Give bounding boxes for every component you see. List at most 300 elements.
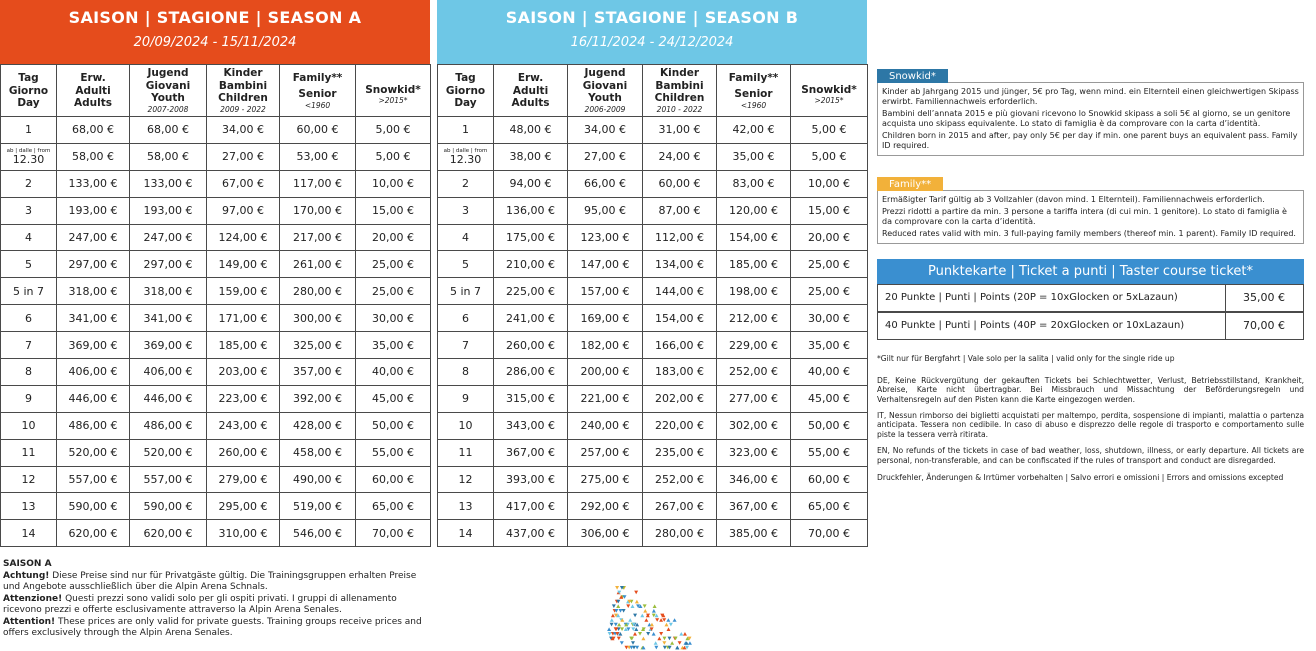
- terms-en: EN, No refunds of the tickets in case of bad weather, loss, shutdown, illness, or early departure. All tickets are personal, non-transferable, and can be confiscated if the rules of transport and conduct are disregarded.: [877, 445, 1304, 465]
- col-header-children: [207, 65, 280, 117]
- snowkid-info-de: Kinder ab Jahrgang 2015 und jünger, 5€ pro Tag, wenn mind. ein Elternteil einen gleichwertigen Skipass erwirbt. Familiennachweis erforderlich.: [882, 87, 1299, 106]
- season-a-note: [3, 559, 423, 640]
- cell-senior: 385,00 €: [717, 520, 791, 547]
- table-header-row: [438, 65, 868, 117]
- cell-children: 159,00 €: [207, 278, 280, 305]
- cell-day: 7: [1, 332, 57, 359]
- snowkid-info-it: Bambini dell’annata 2015 e più giovani ricevono lo Snowkid skipass a soli 5€ al giorno, se un genitore acquista uno skipass equivalente. Lo stato di famiglia è da comprovare con la carta d’identità.: [882, 109, 1291, 128]
- cell-youth: 406,00 €: [130, 359, 207, 386]
- cell-snowkid: 70,00 €: [356, 520, 431, 547]
- cell-adults: 393,00 €: [494, 466, 568, 493]
- note-en-text: These prices are only valid for private guests. Training groups receive prices and offers exclusively through the Alpin Arena Senales.: [3, 616, 422, 638]
- cell-day: 8: [1, 359, 57, 386]
- col-header-years: >2015*: [814, 96, 844, 106]
- table-row: [438, 493, 868, 520]
- cell-snowkid: 10,00 €: [356, 170, 431, 197]
- season-a-dates: 20/09/2024 - 15/11/2024: [133, 35, 297, 50]
- table-row: [1, 224, 431, 251]
- cell-day: 10: [1, 412, 57, 439]
- family-info-de: Ermäßigter Tarif gültig ab 3 Vollzahler (davon mind. 1 Elternteil). Familiennachweis erforderlich.: [882, 194, 1265, 204]
- cell-day: 11: [438, 439, 494, 466]
- cell-snowkid: 65,00 €: [791, 493, 868, 520]
- cell-youth: 221,00 €: [568, 385, 643, 412]
- note-it-text: Questi prezzi sono validi solo per gli ospiti privati. I gruppi di allenamento ricevono prezzi e offerte esclusivamente attraverso la Alpin Arena Senales.: [3, 593, 397, 615]
- cell-senior: 154,00 €: [717, 224, 791, 251]
- single-ride-note: *Gilt nur für Bergfahrt | Vale solo per la salita | valid only for the single ride up: [877, 353, 1175, 363]
- cell-adults: 590,00 €: [57, 493, 130, 520]
- table-row: [1, 117, 431, 144]
- cell-adults: 437,00 €: [494, 520, 568, 547]
- table-row: [438, 359, 868, 386]
- table-row: [438, 520, 868, 547]
- cell-senior: 252,00 €: [717, 359, 791, 386]
- table-row: [438, 143, 868, 170]
- cell-youth: 58,00 €: [130, 143, 207, 170]
- cell-snowkid: 55,00 €: [356, 439, 431, 466]
- table-row: [438, 466, 868, 493]
- cell-snowkid: 70,00 €: [791, 520, 868, 547]
- col-header-line: Bambini: [655, 79, 704, 92]
- cell-children: 235,00 €: [643, 439, 717, 466]
- cell-adults: 297,00 €: [57, 251, 130, 278]
- col-header-years: 2010 - 2022: [656, 104, 703, 114]
- cell-adults: 94,00 €: [494, 170, 568, 197]
- col-header-line: Adulti: [512, 84, 549, 97]
- cell-senior: 120,00 €: [717, 197, 791, 224]
- cell-day: 9: [1, 385, 57, 412]
- cell-children: 280,00 €: [643, 520, 717, 547]
- table-row: [438, 305, 868, 332]
- col-header-years: <1960: [304, 100, 331, 110]
- season-a-title: SAISON | STAGIONE | SEASON A: [68, 8, 362, 27]
- col-header-adults: [57, 65, 130, 117]
- points-ticket-title: Punktekarte | Ticket a punti | Taster course ticket*: [877, 259, 1304, 285]
- cell-adults: 367,00 €: [494, 439, 568, 466]
- errors-note: Druckfehler, Änderungen & Irrtümer vorbehalten | Salvo errori e omissioni | Errors and omissions excepted: [877, 473, 1284, 483]
- cell-snowkid: 25,00 €: [356, 278, 431, 305]
- cell-senior: 170,00 €: [280, 197, 356, 224]
- terms-notes: [877, 354, 1304, 483]
- cell-adults: 133,00 €: [57, 170, 130, 197]
- col-header-line: Jugend: [584, 67, 626, 80]
- col-header-youth: [568, 65, 643, 117]
- col-header-line: Kinder: [223, 67, 263, 80]
- col-header-years: <1960: [740, 100, 767, 110]
- col-header-line: Children: [654, 92, 705, 105]
- season-a-price-table: [0, 64, 431, 547]
- table-row: [1, 439, 431, 466]
- cell-children: 220,00 €: [643, 412, 717, 439]
- cell-youth: 620,00 €: [130, 520, 207, 547]
- cell-day: 7: [438, 332, 494, 359]
- cell-youth: 240,00 €: [568, 412, 643, 439]
- cell-snowkid: 50,00 €: [356, 412, 431, 439]
- table-row: [438, 251, 868, 278]
- cell-day: 1: [438, 117, 494, 144]
- col-header-day: [1, 65, 57, 117]
- col-header-years: >2015*: [378, 96, 408, 106]
- cell-snowkid: 25,00 €: [791, 251, 868, 278]
- points-row-label: 20 Punkte | Punti | Points (20P = 10xGlocken or 5xLazaun): [877, 284, 1226, 312]
- col-header-day: [438, 65, 494, 117]
- cell-day: 5 in 7: [1, 278, 57, 305]
- cell-children: 154,00 €: [643, 305, 717, 332]
- cell-snowkid: 20,00 €: [356, 224, 431, 251]
- cell-adults: 193,00 €: [57, 197, 130, 224]
- table-row: [438, 224, 868, 251]
- cell-senior: 212,00 €: [717, 305, 791, 332]
- cell-adults: 286,00 €: [494, 359, 568, 386]
- cell-senior: 546,00 €: [280, 520, 356, 547]
- cell-day: 13: [438, 493, 494, 520]
- cell-adults: 210,00 €: [494, 251, 568, 278]
- cell-snowkid: 5,00 €: [356, 117, 431, 144]
- cell-youth: 193,00 €: [130, 197, 207, 224]
- col-header-line: Day: [454, 97, 477, 110]
- cell-day: 12: [1, 466, 57, 493]
- season-a-note-title: SAISON A: [3, 559, 52, 569]
- cell-adults: 48,00 €: [494, 117, 568, 144]
- col-header-years: 2007-2008: [147, 104, 189, 114]
- col-header-youth: [130, 65, 207, 117]
- col-header-line: Children: [218, 92, 268, 105]
- cell-adults: 557,00 €: [57, 466, 130, 493]
- cell-senior: 280,00 €: [280, 278, 356, 305]
- terms-it: IT, Nessun rimborso dei biglietti acquistati per maltempo, perdita, sospensione di impianti, malattia o partenza anticipata. Tessera non cedibile. In caso di abuso e disprezzo delle regole di trasporto e comportamento sulle piste la tessera verrà ritirata.: [877, 410, 1304, 440]
- cell-children: 252,00 €: [643, 466, 717, 493]
- cell-senior: 217,00 €: [280, 224, 356, 251]
- cell-snowkid: 35,00 €: [356, 332, 431, 359]
- col-header-line: Kinder: [659, 67, 700, 80]
- cell-day: 14: [438, 520, 494, 547]
- cell-day: 14: [1, 520, 57, 547]
- cell-snowkid: 55,00 €: [791, 439, 868, 466]
- cell-adults: 241,00 €: [494, 305, 568, 332]
- family-tag: Family**: [877, 177, 943, 191]
- cell-senior: 357,00 €: [280, 359, 356, 386]
- cell-children: 260,00 €: [207, 439, 280, 466]
- cell-senior: 519,00 €: [280, 493, 356, 520]
- cell-day: 2: [1, 170, 57, 197]
- cell-youth: 133,00 €: [130, 170, 207, 197]
- cell-senior: 300,00 €: [280, 305, 356, 332]
- season-b-panel: [437, 0, 867, 547]
- cell-youth: 369,00 €: [130, 332, 207, 359]
- col-header-line: Giovani: [145, 79, 191, 92]
- cell-adults: 341,00 €: [57, 305, 130, 332]
- cell-children: 171,00 €: [207, 305, 280, 332]
- cell-children: 267,00 €: [643, 493, 717, 520]
- cell-day-prefix: ab | dalle | from: [6, 148, 51, 155]
- snowkid-info-box: [877, 82, 1304, 156]
- cell-adults: 175,00 €: [494, 224, 568, 251]
- cell-senior: 367,00 €: [717, 493, 791, 520]
- cell-children: 223,00 €: [207, 385, 280, 412]
- col-header-snowkid: [791, 65, 868, 117]
- cell-children: 27,00 €: [207, 143, 280, 170]
- cell-day: 12: [438, 466, 494, 493]
- cell-adults: 417,00 €: [494, 493, 568, 520]
- cell-children: 203,00 €: [207, 359, 280, 386]
- points-row: [877, 313, 1304, 340]
- col-header-line: Tag: [18, 72, 39, 85]
- cell-day: 3: [438, 197, 494, 224]
- cell-day: 6: [1, 305, 57, 332]
- cell-snowkid: 35,00 €: [791, 332, 868, 359]
- cell-youth: 68,00 €: [130, 117, 207, 144]
- cell-snowkid: 5,00 €: [356, 143, 431, 170]
- cell-snowkid: 5,00 €: [791, 143, 868, 170]
- points-row-price: 70,00 €: [1225, 312, 1304, 340]
- cell-day: 5 in 7: [438, 278, 494, 305]
- cell-senior: 229,00 €: [717, 332, 791, 359]
- cell-snowkid: 60,00 €: [791, 466, 868, 493]
- cell-children: 144,00 €: [643, 278, 717, 305]
- cell-adults: 446,00 €: [57, 385, 130, 412]
- table-row: [1, 251, 431, 278]
- cell-youth: 200,00 €: [568, 359, 643, 386]
- cell-youth: 157,00 €: [568, 278, 643, 305]
- cell-youth: 182,00 €: [568, 332, 643, 359]
- cell-children: 183,00 €: [643, 359, 717, 386]
- cell-adults: 68,00 €: [57, 117, 130, 144]
- col-header-line: Jugend: [147, 67, 189, 80]
- cell-senior: 346,00 €: [717, 466, 791, 493]
- col-header-line: Erw.: [517, 72, 544, 85]
- cell-youth: 257,00 €: [568, 439, 643, 466]
- col-header-years: 2006-2009: [584, 104, 626, 114]
- cell-senior: 83,00 €: [717, 170, 791, 197]
- cell-youth: 341,00 €: [130, 305, 207, 332]
- points-row: [877, 285, 1304, 312]
- cell-children: 279,00 €: [207, 466, 280, 493]
- note-de-text: Diese Preise sind nur für Privatgäste gültig. Die Trainingsgruppen erhalten Preise und Angebote ausschließlich über die Alpin Arena Schnals.: [3, 570, 417, 592]
- table-row: [1, 278, 431, 305]
- cell-day: 8: [438, 359, 494, 386]
- cell-children: 67,00 €: [207, 170, 280, 197]
- col-header-line: Senior: [298, 88, 337, 100]
- cell-children: 60,00 €: [643, 170, 717, 197]
- col-header-line: Adulti: [75, 84, 111, 97]
- table-row: [1, 359, 431, 386]
- table-row: [1, 170, 431, 197]
- cell-youth: 147,00 €: [568, 251, 643, 278]
- table-row: [1, 143, 431, 170]
- cell-senior: 302,00 €: [717, 412, 791, 439]
- cell-youth: 520,00 €: [130, 439, 207, 466]
- cell-youth: 318,00 €: [130, 278, 207, 305]
- cell-day: 6: [438, 305, 494, 332]
- table-row: [438, 412, 868, 439]
- col-header-line: Youth: [151, 92, 185, 105]
- family-info-box: [877, 190, 1304, 244]
- col-header-senior: [280, 65, 356, 117]
- table-header-row: [1, 65, 431, 117]
- cell-children: 134,00 €: [643, 251, 717, 278]
- cell-snowkid: 15,00 €: [356, 197, 431, 224]
- table-row: [1, 385, 431, 412]
- cell-senior: 198,00 €: [717, 278, 791, 305]
- season-b-header: [437, 0, 867, 64]
- cell-day: 10: [438, 412, 494, 439]
- cell-snowkid: 30,00 €: [356, 305, 431, 332]
- cell-children: 97,00 €: [207, 197, 280, 224]
- cell-senior: 42,00 €: [717, 117, 791, 144]
- cell-senior: 392,00 €: [280, 385, 356, 412]
- cell-day-value: 12.30: [12, 153, 45, 167]
- cell-youth: 306,00 €: [568, 520, 643, 547]
- cell-day: 13: [1, 493, 57, 520]
- cell-snowkid: 5,00 €: [791, 117, 868, 144]
- cell-adults: 136,00 €: [494, 197, 568, 224]
- cell-adults: 225,00 €: [494, 278, 568, 305]
- points-ticket-table: [877, 259, 1304, 340]
- table-row: [438, 278, 868, 305]
- cell-day: 5: [438, 251, 494, 278]
- col-header-line: Tag: [455, 72, 476, 85]
- cell-snowkid: 10,00 €: [791, 170, 868, 197]
- cell-senior: 185,00 €: [717, 251, 791, 278]
- table-row: [1, 305, 431, 332]
- table-row: [1, 332, 431, 359]
- cell-day: 2: [438, 170, 494, 197]
- season-b-title: SAISON | STAGIONE | SEASON B: [505, 8, 799, 27]
- cell-adults: 318,00 €: [57, 278, 130, 305]
- cell-youth: 27,00 €: [568, 143, 643, 170]
- cell-day-prefix: ab | dalle | from: [443, 148, 488, 155]
- col-header-line: Giovani: [582, 79, 628, 92]
- table-row: [1, 466, 431, 493]
- col-header-line: Senior: [734, 88, 773, 100]
- cell-children: 24,00 €: [643, 143, 717, 170]
- col-header-children: [643, 65, 717, 117]
- note-it-label: Attenzione!: [3, 593, 63, 604]
- col-header-years: 2009 - 2022: [220, 104, 266, 114]
- cell-senior: 53,00 €: [280, 143, 356, 170]
- season-b-price-table: [437, 64, 868, 547]
- col-header-adults: [494, 65, 568, 117]
- cell-day: 1: [1, 117, 57, 144]
- cell-snowkid: 45,00 €: [356, 385, 431, 412]
- table-row: [438, 385, 868, 412]
- cell-senior: 60,00 €: [280, 117, 356, 144]
- cell-children: 149,00 €: [207, 251, 280, 278]
- col-header-line: Adults: [74, 97, 112, 110]
- cell-snowkid: 15,00 €: [791, 197, 868, 224]
- cell-adults: 620,00 €: [57, 520, 130, 547]
- cell-day: 5: [1, 251, 57, 278]
- cell-youth: 123,00 €: [568, 224, 643, 251]
- cell-day: 3: [1, 197, 57, 224]
- cell-children: 112,00 €: [643, 224, 717, 251]
- logo-mosaic-icon: [600, 584, 692, 651]
- cell-senior: 428,00 €: [280, 412, 356, 439]
- note-de-label: Achtung!: [3, 570, 50, 581]
- table-row: [1, 412, 431, 439]
- cell-youth: 557,00 €: [130, 466, 207, 493]
- col-header-line: Giorno: [8, 84, 49, 97]
- cell-youth: 446,00 €: [130, 385, 207, 412]
- col-header-senior: [717, 65, 791, 117]
- cell-senior: 323,00 €: [717, 439, 791, 466]
- cell-snowkid: 20,00 €: [791, 224, 868, 251]
- col-header-line: Giorno: [445, 84, 486, 97]
- cell-senior: 490,00 €: [280, 466, 356, 493]
- season-b-dates: 16/11/2024 - 24/12/2024: [570, 35, 734, 50]
- family-info-it: Prezzi ridotti a partire da min. 3 persone a tariffa intera (di cui min. 1 genitore). Lo stato di famiglia è da comprovare con la carta d’identità.: [882, 207, 1287, 226]
- cell-youth: 292,00 €: [568, 493, 643, 520]
- cell-children: 31,00 €: [643, 117, 717, 144]
- cell-senior: 261,00 €: [280, 251, 356, 278]
- cell-snowkid: 65,00 €: [356, 493, 431, 520]
- cell-day: [438, 143, 494, 170]
- cell-youth: 486,00 €: [130, 412, 207, 439]
- cell-senior: 117,00 €: [280, 170, 356, 197]
- cell-day-value: 12.30: [449, 153, 482, 167]
- cell-children: 243,00 €: [207, 412, 280, 439]
- table-row: [438, 117, 868, 144]
- col-header-line: Day: [17, 97, 40, 110]
- cell-snowkid: 25,00 €: [791, 278, 868, 305]
- cell-senior: 277,00 €: [717, 385, 791, 412]
- cell-adults: 406,00 €: [57, 359, 130, 386]
- col-header-line: Adults: [511, 97, 550, 110]
- cell-children: 34,00 €: [207, 117, 280, 144]
- cell-children: 124,00 €: [207, 224, 280, 251]
- cell-youth: 169,00 €: [568, 305, 643, 332]
- cell-youth: 34,00 €: [568, 117, 643, 144]
- cell-youth: 590,00 €: [130, 493, 207, 520]
- col-header-line: Snowkid*: [801, 83, 857, 96]
- info-column: [877, 64, 1304, 489]
- cell-youth: 66,00 €: [568, 170, 643, 197]
- cell-snowkid: 50,00 €: [791, 412, 868, 439]
- cell-youth: 275,00 €: [568, 466, 643, 493]
- cell-adults: 260,00 €: [494, 332, 568, 359]
- cell-day: 9: [438, 385, 494, 412]
- cell-adults: 369,00 €: [57, 332, 130, 359]
- cell-children: 87,00 €: [643, 197, 717, 224]
- cell-children: 202,00 €: [643, 385, 717, 412]
- cell-youth: 95,00 €: [568, 197, 643, 224]
- cell-snowkid: 40,00 €: [356, 359, 431, 386]
- table-row: [438, 197, 868, 224]
- terms-de: DE, Keine Rückvergütung der gekauften Tickets bei Schlechtwetter, Verlust, Betriebsstillstand, Krankheit, Abreise, Karte nicht übertragbar. Bei Missbrauch und Missachtung der Beförderungsregeln und Verhaltensregeln auf den Pisten kann die Karte eingezogen werden.: [877, 375, 1304, 405]
- table-row: [1, 197, 431, 224]
- snowkid-tag: Snowkid*: [877, 69, 948, 83]
- col-header-line: Erw.: [80, 72, 106, 85]
- cell-day: 4: [438, 224, 494, 251]
- cell-day: [1, 143, 57, 170]
- cell-senior: 35,00 €: [717, 143, 791, 170]
- cell-adults: 247,00 €: [57, 224, 130, 251]
- col-header-line: Family**: [728, 71, 779, 84]
- cell-children: 295,00 €: [207, 493, 280, 520]
- family-info-en: Reduced rates valid with min. 3 full-paying family members (thereof min. 1 parent). Family ID required.: [882, 229, 1296, 239]
- cell-day: 11: [1, 439, 57, 466]
- cell-senior: 458,00 €: [280, 439, 356, 466]
- col-header-snowkid: [356, 65, 431, 117]
- col-header-line: Bambini: [218, 79, 268, 92]
- cell-senior: 325,00 €: [280, 332, 356, 359]
- table-row: [438, 170, 868, 197]
- cell-adults: 520,00 €: [57, 439, 130, 466]
- table-row: [1, 520, 431, 547]
- cell-adults: 315,00 €: [494, 385, 568, 412]
- table-row: [1, 493, 431, 520]
- cell-children: 166,00 €: [643, 332, 717, 359]
- cell-adults: 486,00 €: [57, 412, 130, 439]
